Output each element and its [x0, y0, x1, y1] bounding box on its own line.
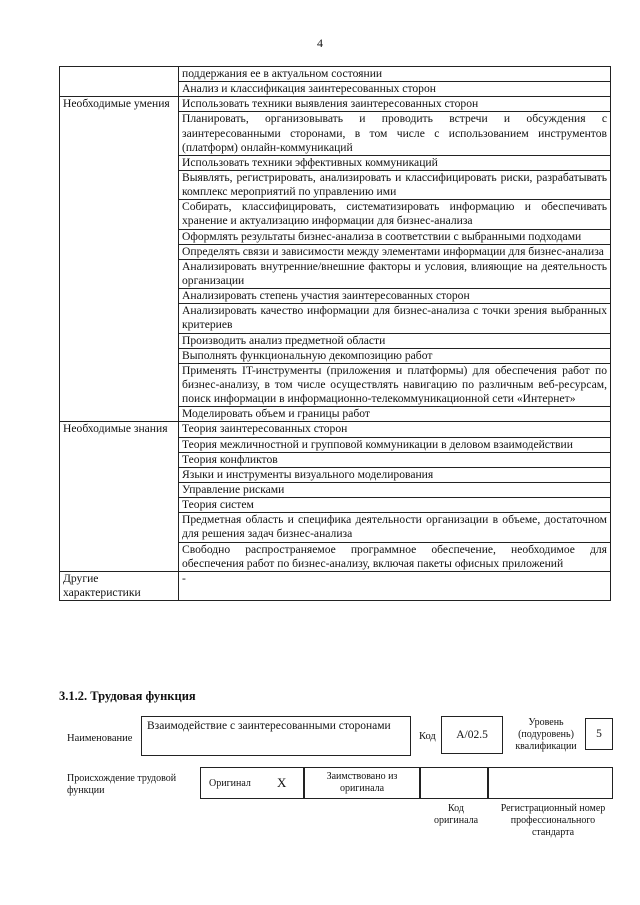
original-mark: X — [277, 775, 287, 790]
table-cell-item: Предметная область и специфика деятельности организации в объеме, достаточном для решения задач бизнес-анализа — [179, 513, 611, 542]
table-cell-item: Применять IT-инструменты (приложения и платформы) для обеспечения работ по бизнес-анализу, в том числе осуществлять навигацию по различным веб-ресурсам, поиск информации в информационно-телекоммуникационной сети «Интернет» — [179, 363, 611, 406]
code-original-label: Код оригинала — [433, 803, 479, 826]
function-name-box: Взаимодействие с заинтересованными сторонами — [141, 716, 411, 756]
table-cell-item: Теория заинтересованных сторон — [179, 422, 611, 437]
skills-label: Необходимые умения — [60, 97, 179, 422]
table-cell-item: Использовать техники эффективных коммуникаций — [179, 155, 611, 170]
level-value-box: 5 — [585, 718, 613, 750]
table-cell-item: Определять связи и зависимости между элементами информации для бизнес-анализа — [179, 244, 611, 259]
row-label-cell — [60, 67, 179, 97]
table-row — [60, 422, 611, 437]
table-cell-item: Языки и инструменты визуального моделирования — [179, 467, 611, 482]
reg-number-box — [488, 767, 613, 799]
table-cell-item: Использовать техники выявления заинтересованных сторон — [179, 97, 611, 112]
table-cell-item: - — [179, 571, 611, 600]
original-label: Оригинал — [209, 778, 251, 789]
table-cell-item: Анализировать степень участия заинтересованных сторон — [179, 289, 611, 304]
table-cell-item: Выполнять функциональную декомпозицию работ — [179, 348, 611, 363]
page-number: 4 — [317, 36, 323, 50]
table-cell-item: Производить анализ предметной области — [179, 333, 611, 348]
origin-label: Происхождение трудовой функции — [67, 773, 177, 796]
requirements-table — [59, 66, 611, 601]
table-cell-item: Теория межличностной и групповой коммуникации в деловом взаимодействии — [179, 437, 611, 452]
table-row — [60, 97, 611, 112]
table-cell-item: Собирать, классифицировать, систематизировать информацию и обеспечивать хранение и актуализацию информации для бизнес-анализа — [179, 200, 611, 229]
table-cell-item: Моделировать объем и границы работ — [179, 407, 611, 422]
code-value-box: A/02.5 — [441, 716, 503, 754]
borrowed-label: Заимствовано из оригинала — [304, 767, 420, 799]
table-cell-item: Планировать, организовывать и проводить встречи и обсуждения с заинтересованными сторонами, в том числе с использованием инструментов (платформ) онлайн-коммуникаций — [179, 112, 611, 155]
original-box — [200, 767, 304, 799]
table-cell-item: поддержания ее в актуальном состоянии — [179, 67, 611, 82]
knowledge-label: Необходимые знания — [60, 422, 179, 571]
table-cell-item: Выявлять, регистрировать, анализировать и классифицировать риски, разрабатывать комплекс мероприятий по управлению ими — [179, 170, 611, 199]
table-cell-item: Анализировать качество информации для бизнес-анализа с точки зрения выбранных критериев — [179, 304, 611, 333]
code-original-box — [420, 767, 488, 799]
table-cell-item: Теория систем — [179, 498, 611, 513]
reg-number-label: Регистрационный номер профессионального стандарта — [500, 803, 606, 838]
table-cell-item: Оформлять результаты бизнес-анализа в соответствии с выбранными подходами — [179, 229, 611, 244]
section-title: 3.1.2. Трудовая функция — [59, 689, 196, 703]
code-label: Код — [419, 731, 436, 742]
level-label: Уровень (подуровень) квалификации — [515, 717, 577, 752]
other-characteristics-label: Другие характеристики — [60, 571, 179, 600]
table-cell-item: Анализ и классификация заинтересованных сторон — [179, 82, 611, 97]
name-label: Наименование — [67, 733, 133, 744]
table-cell-item: Управление рисками — [179, 482, 611, 497]
table-cell-item: Анализировать внутренние/внешние факторы и условия, влияющие на деятельность организации — [179, 259, 611, 288]
table-row — [60, 571, 611, 600]
table-row — [60, 67, 611, 82]
table-cell-item: Свободно распространяемое программное обеспечение, необходимое для обеспечения работ по бизнес-анализу, включая пакеты офисных приложений — [179, 542, 611, 571]
table-cell-item: Теория конфликтов — [179, 452, 611, 467]
